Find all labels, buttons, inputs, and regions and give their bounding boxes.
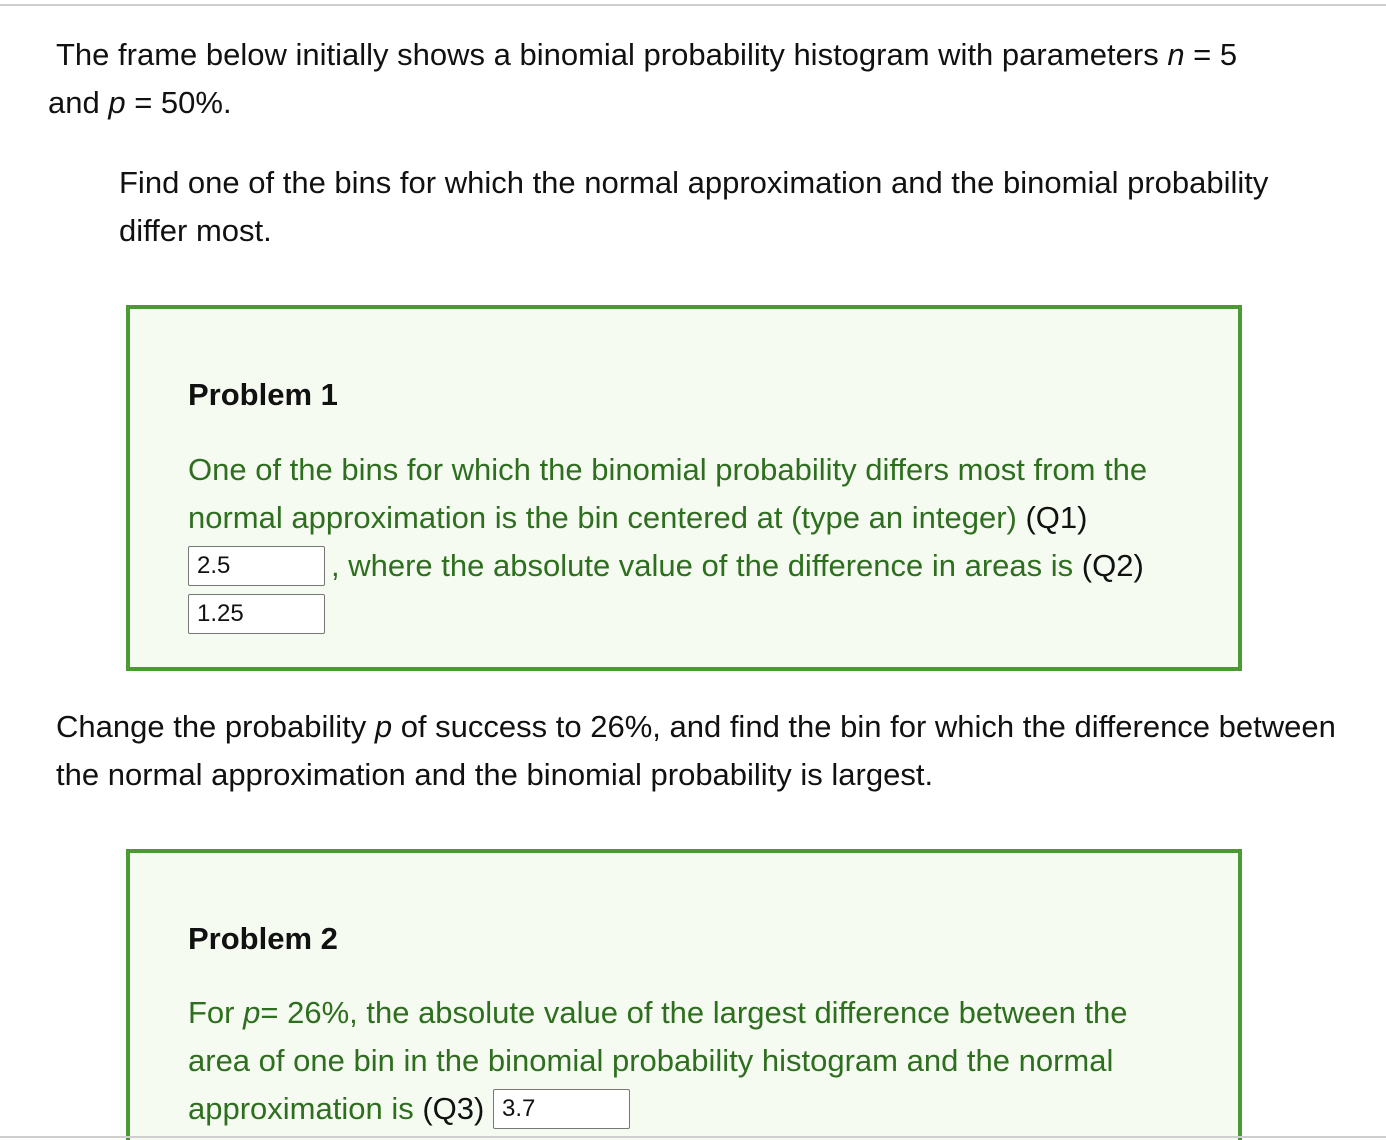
- problem-2-text: [188, 989, 1198, 1133]
- q1-label: (Q1): [1025, 500, 1088, 535]
- problem-1-box: [126, 305, 1242, 671]
- problem-2-box: [126, 849, 1242, 1140]
- and-text: and: [48, 85, 109, 120]
- n-value: = 5: [1184, 37, 1238, 72]
- instruction-2-after-p: of success to 26%, and find the bin for which the difference between the normal approximation and the binomial probability is largest.: [56, 709, 1336, 792]
- q3-answer-input[interactable]: [493, 1089, 630, 1129]
- problem-1-text-part2: , where the absolute value of the difference in areas is: [331, 548, 1082, 583]
- p-symbol: p: [108, 85, 126, 120]
- instruction-1: Find one of the bins for which the normal approximation and the binomial probability differ most.: [119, 165, 1269, 248]
- problem-1-text-part1: One of the bins for which the binomial probability differs most from the normal approximation is the bin centered at (type an integer): [188, 452, 1148, 535]
- intro-text: The frame below initially shows a binomial probability histogram with parameters: [56, 37, 1168, 72]
- q3-label: (Q3): [422, 1091, 485, 1126]
- instruction-2-before-p: Change the probability: [56, 709, 375, 744]
- instruction-2: [56, 703, 1346, 799]
- p-value: = 50%.: [125, 85, 232, 120]
- top-divider: [0, 4, 1386, 6]
- problem-2-text-before-p: For: [188, 995, 244, 1030]
- problem-1-text: [188, 446, 1198, 638]
- problem-2-text-after-p: = 26%, the absolute value of the largest difference between the area of one bin in the binomial probability histogram and the normal approximation is: [188, 995, 1128, 1126]
- problem-1-title: Problem 1: [188, 377, 338, 412]
- n-symbol: n: [1167, 37, 1185, 72]
- bottom-divider: [0, 1136, 1386, 1138]
- q2-label: (Q2): [1081, 548, 1144, 583]
- q1-answer-input[interactable]: [188, 546, 325, 586]
- intro-paragraph: [48, 31, 1346, 127]
- problem-2-title: Problem 2: [188, 921, 338, 956]
- instruction-2-p-symbol: p: [374, 709, 393, 744]
- problem-2-p-symbol: p: [243, 995, 261, 1030]
- q2-answer-input[interactable]: [188, 594, 325, 634]
